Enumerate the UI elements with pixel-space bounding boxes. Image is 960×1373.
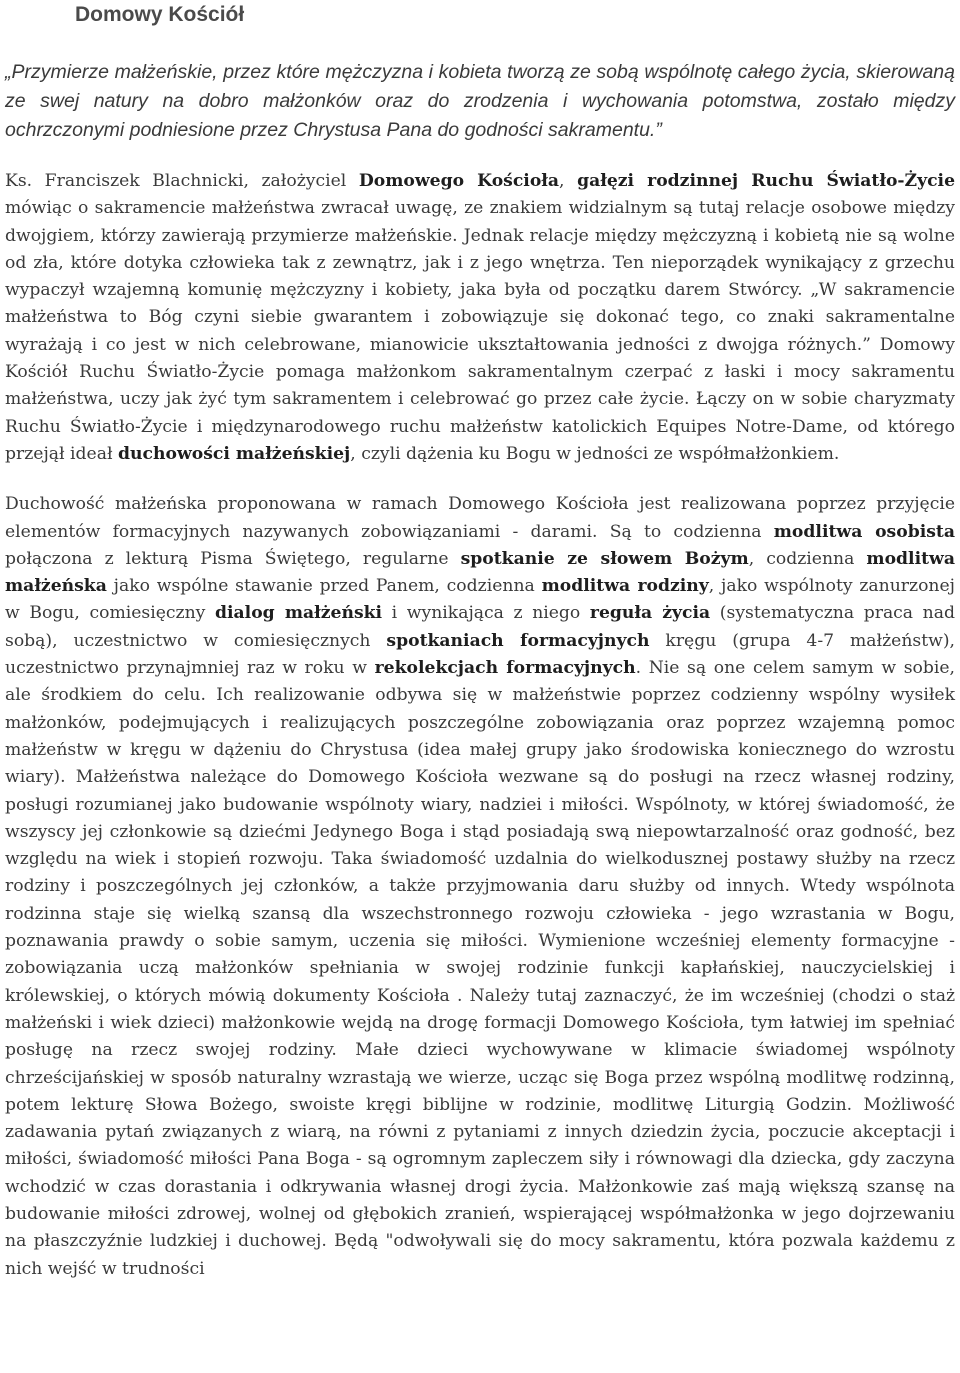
paragraph-founder <box>5 168 955 468</box>
bold-term: dialog małżeński <box>214 603 383 624</box>
bold-term: reguła życia <box>589 603 711 624</box>
text-run: połączona z lekturą Pisma Świętego, regularne <box>5 548 461 569</box>
text-run: jako wspólne stawanie przed Panem, codzienna <box>106 576 542 597</box>
paragraph-formation <box>5 491 955 1283</box>
text-run: , codzienna <box>748 548 867 569</box>
text-run: i wynikająca z niego <box>382 603 590 624</box>
text-run: , czyli dążenia ku Bogu w jedności ze współmałżonkiem. <box>350 443 840 464</box>
text-run: Ks. Franciszek Blachnicki, założyciel <box>5 171 359 191</box>
bold-term: modlitwa rodziny <box>541 576 709 597</box>
bold-term: modlitwa małżeńska <box>5 548 955 597</box>
bold-term: duchowości małżeńskiej <box>118 443 351 464</box>
bold-term: rekolekcjach formacyjnych <box>374 658 636 679</box>
bold-term: modlitwa osobista <box>773 521 955 542</box>
document-title: Domowy Kościół <box>75 3 245 26</box>
bold-term: Domowego Kościoła <box>358 171 560 191</box>
text-run: mówiąc o sakramencie małżeństwa zwracał uwagę, ze znakiem widzialnym są tutaj relacje osobowe między dwojgiem, którzy zawierają przymierze małżeńskie. Jednak relacje między mężczyzną i kobietą nie są wolne od zła, które dotyka człowieka tak z zewnątrz, jak i z jego wnętrza. Ten nieporządek wynikający z grzechu wypaczył wzajemną komunię mężczyzny i kobiety, jaka była od początku darem Stwórcy. „W sakramencie małżeństwa to Bóg czyni siebie gwarantem i zobowiązuje się dokonać tego, co znaki sakramentalne wyrażają i co jest w nich celebrowane, mianowicie ukształtowania jedności z dwojga różnych.” Domowy Kościół Ruchu Światło-Życie pomaga małżonkom sakramentalnym czerpać z łaski i mocy sakramentu małżeństwa, uczy jak żyć tym sakramentem i celebrować go przez całe życie. Łączy on w sobie charyzmaty Ruchu Światło-Życie i międzynarodowego ruchu małżeństw katolickich Equipes Notre-Dame, od którego przejął ideał <box>5 198 955 464</box>
text-run: , jako wspólnoty zanurzonej w Bogu, comiesięczny <box>5 576 955 624</box>
text-run: Duchowość małżeńska proponowana w ramach Domowego Kościoła jest realizowana poprzez przyjęcie elementów formacyjnych nazywanych zobowiązaniami - darami. Są to codzienna <box>5 494 955 542</box>
text-run: kręgu (grupa 4-7 małżeństw), uczestnictwo przynajmniej raz w roku w <box>5 630 956 679</box>
bold-term: spotkanie ze słowem Bożym <box>460 548 749 569</box>
bold-term: gałęzi rodzinnej Ruchu Światło-Życie <box>577 171 955 191</box>
catechism-quote: „Przymierze małżeńskie, przez które mężczyzna i kobieta tworzą ze sobą wspólnotę całego życia, skierowaną ze swej natury na dobro małżonków oraz do zrodzenia i wychowania potomstwa, zostało między ochrzczonymi podniesione przez Chrystusa Pana do godności sakramentu.” <box>5 61 955 141</box>
text-run: (systematyczna praca nad sobą), uczestnictwo w comiesięcznych <box>5 603 955 651</box>
text-run: . Nie są one celem samym w sobie, ale środkiem do celu. Ich realizowanie odbywa się w małżeństwie poprzez codzienny wspólny wysiłek małżonków, podejmujących i realizujących poszczególne zobowiązania oraz poprzez wzajemną pomoc małżeństw w kręgu w dążeniu do Chrystusa (idea małej grupy jako środowiska koniecznego do wzrostu wiary). Małżeństwa należące do Domowego Kościoła wezwane są do posługi na rzecz własnej rodziny, posługi rozumianej jako budowanie wspólnoty wiary, nadziei i miłości. Wspólnoty, w której świadomość, że wszyscy jej członkowie są dziećmi Jedynego Boga i stąd posiadają swą niepowtarzalność oraz godność, bez względu na wiek i stopień rozwoju. Taka świadomość uzdalnia do wielkodusznej postawy służby na rzecz rodziny i poszczególnych jej członków, a także przyjmowania daru służby od innych. Wtedy wspólnota rodzinna staje się wielką szansą dla wszechstronnego rozwoju człowieka - jego wzrastania w Bogu, poznawania prawdy o sobie samym, uczenia się miłości. Wymienione wcześniej elementy formacyjne - zobowiązania uczą małżonków spełniania w swojej rodzinie funkcji kapłańskiej, nauczycielskiej i królewskiej, o których mówią dokumenty Kościoła . Należy tutaj zaznaczyć, że im wcześniej (chodzi o staż małżeński i wiek dzieci) małżonkowie wejdą na drogę formacji Domowego Kościoła, tym łatwiej im spełniać posługę na rzecz swojej rodziny. Małe dzieci wychowywane w klimacie świadomej wspólnoty chrześcijańskiej w sposób naturalny wzrastają we wierze, ucząc się Boga przez wspólną modlitwę rodzinną, potem lekturę Słowa Bożego, swoiste kręgi biblijne w rodzinie, modlitwę Liturgią Godzin. Możliwość zadawania pytań związanych z wiarą, na równi z pytaniami z innych dziedzin życia, poczucie akceptacji i miłości, świadomość miłości Pana Boga - są ogromnym zapleczem siły i równowagi dla dziecka, gdy zaczyna wchodzić w czas dorastania i odkrywania własnej drogi życia. Małżonkowie zaś mają większą szansę na budowanie miłości zdrowej, wolnej od głębokich zranień, wspierającej współmałżonka w jego dojrzewaniu na płaszczyźnie ludzkiej i duchowej. Będą "odwoływali się do mocy sakramentu, która pozwala każdemu z nich wejść w trudności <box>5 658 955 1279</box>
bold-term: spotkaniach formacyjnych <box>386 630 650 651</box>
text-run: , <box>559 171 578 191</box>
